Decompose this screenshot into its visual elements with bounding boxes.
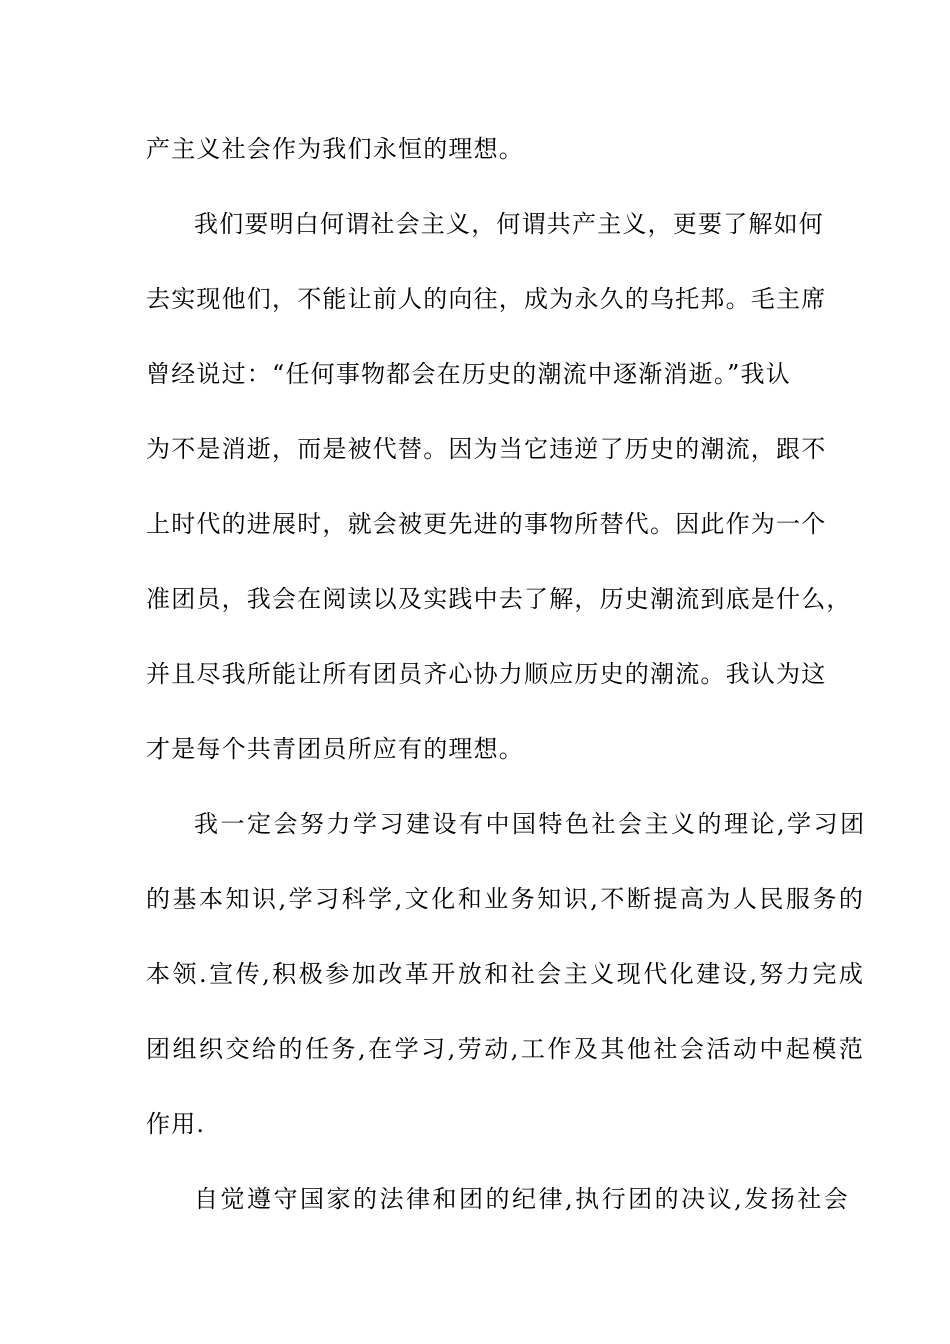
- text-line-2: 我们要明白何谓社会主义，何谓共产主义，更要了解如何: [194, 210, 824, 238]
- text-line-13: 团组织交给的任务,在学习,劳动,工作及其他社会活动中起模范: [146, 1035, 866, 1063]
- text-line-4: 曾经说过：“任何事物都会在历史的潮流中逐渐消逝。”我认: [146, 360, 791, 388]
- text-line-8: 并且尽我所能让所有团员齐心协力顺应历史的潮流。我认为这: [146, 660, 827, 688]
- text-line-15: 自觉遵守国家的法律和团的纪律,执行团的决议,发扬社会: [194, 1185, 851, 1213]
- text-line-6: 上时代的进展时，就会被更先进的事物所替代。因此作为一个: [146, 510, 827, 538]
- text-line-14: 作用.: [146, 1110, 206, 1138]
- text-line-9: 才是每个共青团员所应有的理想。: [146, 735, 524, 763]
- text-line-12: 本领.宣传,积极参加改革开放和社会主义现代化建设,努力完成: [146, 960, 866, 988]
- text-line-11: 的基本知识,学习科学,文化和业务知识,不断提高为人民服务的: [146, 885, 866, 913]
- text-line-7: 准团员，我会在阅读以及实践中去了解，历史潮流到底是什么，: [146, 585, 852, 613]
- text-line-1: 产主义社会作为我们永恒的理想。: [146, 135, 524, 163]
- text-line-5: 为不是消逝，而是被代替。因为当它违逆了历史的潮流，跟不: [146, 435, 827, 463]
- text-line-3: 去实现他们，不能让前人的向往，成为永久的乌托邦。毛主席: [146, 285, 827, 313]
- text-line-10: 我一定会努力学习建设有中国特色社会主义的理论,学习团: [194, 810, 867, 838]
